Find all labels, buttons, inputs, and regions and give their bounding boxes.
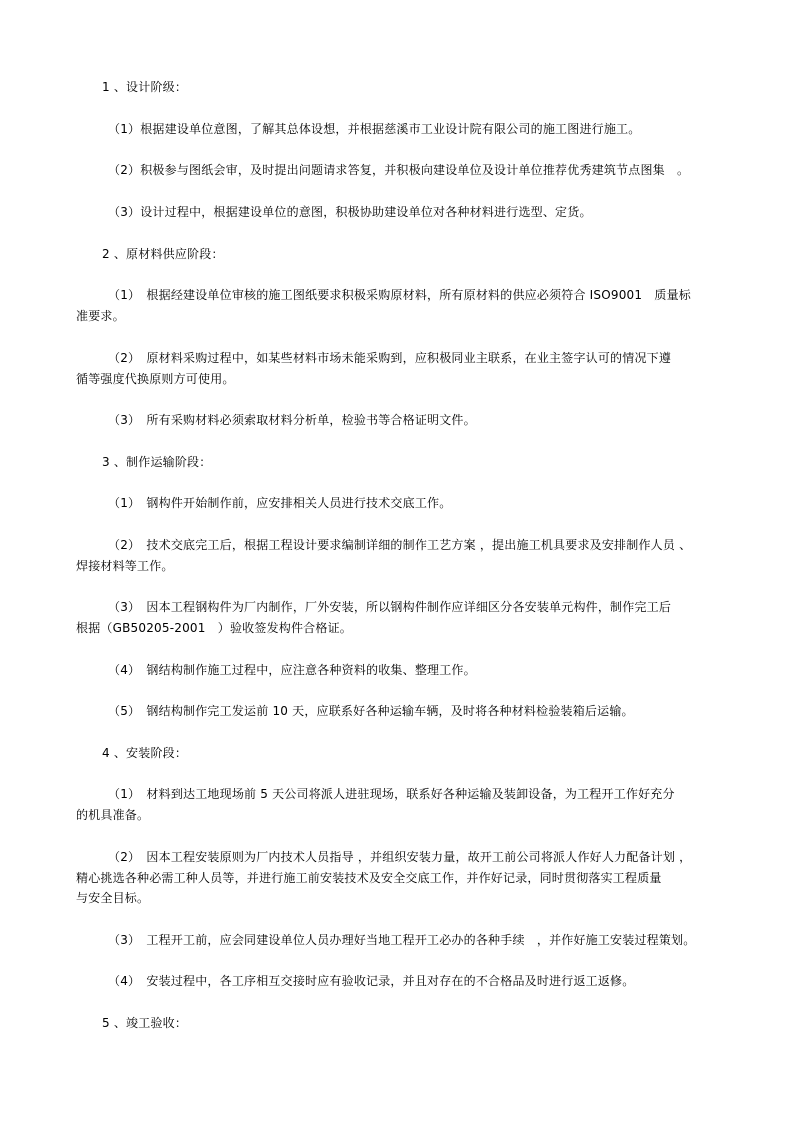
section-2-heading: 2 、原材料供应阶段： [102,247,224,261]
section-4-item-1-line-2: 的机具准备。 [76,808,150,822]
section-1-item-2: （2）积极参与图纸会审，及时提出问题请求答复，并积极向建设单位及设计单位推荐优秀建筑节点图集 。 [108,163,690,177]
section-4-item-4-line-1: （4） 安装过程中，各工序相互交接时应有验收记录，并且对存在的不合格品及时进行返工返修。 [108,974,635,988]
section-2-item-2-line-2: 循等强度代换原则方可使用。 [76,372,235,386]
section-3-item-5-line-1: （5） 钢结构制作完工发运前 10 天，应联系好各种运输车辆，及时将各种材料检验装箱后运输。 [108,704,634,718]
section-3-item-2-line-2: 焊接材料等工作。 [76,559,174,573]
section-2-item-1-line-2: 准要求。 [76,309,125,323]
section-4-item-2-line-2: 精心挑选各种必需工种人员等，并进行施工前安装技术及安全交底工作，并作好记录，同时贯彻落实工程质量 [76,871,662,885]
section-4-item-2-line-1: （2） 因本工程安装原则为厂内技术人员指导 ，并组织安装力量，故开工前公司将派人作好人力配备计划 ， [108,850,692,864]
section-4-heading: 4 、安装阶段： [102,746,188,760]
section-4-item-2-line-3: 与安全目标。 [76,891,150,905]
section-3-heading: 3 、制作运输阶段： [102,455,212,469]
section-2-item-2-line-1: （2） 原材料采购过程中，如某些材料市场未能采购到，应积极同业主联系，在业主签字认可的情况下遵 [108,351,672,365]
section-2-item-1-line-1: （1） 根据经建设单位审核的施工图纸要求积极采购原材料，所有原材料的供应必须符合 ISO9001 质量标 [108,288,691,302]
section-3-item-4-line-1: （4） 钢结构制作施工过程中，应注意各种资料的收集、整理工作。 [108,663,476,677]
section-1-item-1: （1）根据建设单位意图，了解其总体设想，并根据慈溪市工业设计院有限公司的施工图进行施工。 [108,122,641,136]
section-3-item-1-line-1: （1） 钢构件开始制作前，应安排相关人员进行技术交底工作。 [108,496,452,510]
section-3-item-3-line-1: （3） 因本工程钢构件为厂内制作，厂外安装，所以钢构件制作应详细区分各安装单元构件，制作完工后 [108,600,672,614]
section-4-item-1-line-1: （1） 材料到达工地现场前 5 天公司将派人进驻现场，联系好各种运输及装卸设备，为工程开工作好充分 [108,787,675,801]
section-2-item-3-line-1: （3） 所有采购材料必须索取材料分析单，检验书等合格证明文件。 [108,413,476,427]
section-4-item-3-line-1: （3） 工程开工前，应会同建设单位人员办理好当地工程开工必办的各种手续 ，并作好施工安装过程策划。 [108,933,696,947]
section-3-item-2-line-1: （2） 技术交底完工后，根据工程设计要求编制详细的制作工艺方案 ，提出施工机具要求及安排制作人员 、 [108,538,692,552]
section-3-item-3-line-2: 根据（GB50205-2001 ）验收签发构件合格证。 [76,621,352,635]
section-5-heading: 5 、竣工验收： [102,1016,188,1030]
section-1-item-3: （3）设计过程中，根据建设单位的意图，积极协助建设单位对各种材料进行选型、定货。 [108,205,592,219]
section-1-heading: 1 、设计阶级： [102,80,188,94]
